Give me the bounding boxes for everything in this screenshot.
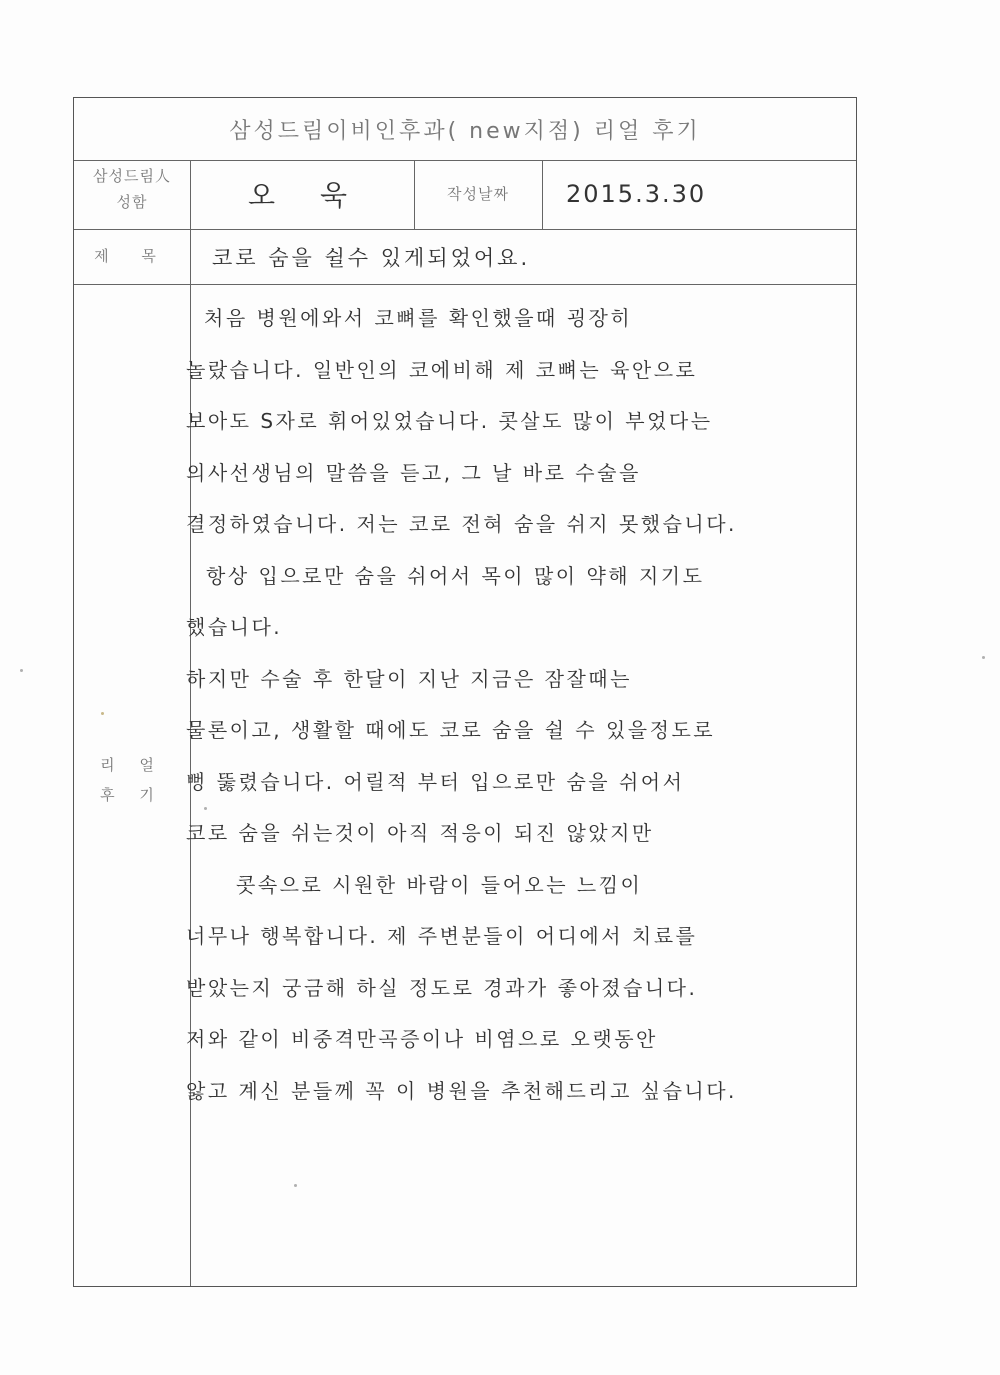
body-line: 물론이고, 생활할 때에도 코로 숨을 쉴 수 있을정도로 <box>186 718 716 742</box>
body-line: 놀랐습니다. 일반인의 코에비해 제 코뼈는 육안으로 <box>186 357 698 382</box>
body-line: 너무나 행복합니다. 제 주변분들이 어디에서 치료를 <box>186 924 698 948</box>
body-line: 의사선생님의 말씀을 듣고, 그 날 바로 수술을 <box>186 460 641 485</box>
body-line: 결정하였습니다. 저는 코로 전혀 숨을 쉬지 못했습니다. <box>186 512 737 536</box>
subject-value: 코로 숨을 쉴수 있게되었어요. <box>212 245 531 270</box>
scan-speck <box>20 669 23 672</box>
review-body <box>186 293 851 1117</box>
body-line: 받았는지 궁금해 하실 정도로 경과가 좋아졌습니다. <box>186 975 698 1000</box>
scan-speck <box>294 1184 297 1187</box>
body-line: 했습니다. <box>186 615 283 639</box>
body-line: 코로 숨을 쉬는것이 아직 적응이 되진 않았지만 <box>186 821 654 845</box>
body-line: 앓고 계신 분들께 꼭 이 병원을 추천해드리고 싶습니다. <box>186 1078 737 1103</box>
date-label: 작성날짜 <box>447 184 509 203</box>
review-form <box>73 97 857 1287</box>
body-line: 콧속으로 시원한 바람이 들어오는 느낌이 <box>236 872 643 897</box>
body-line: 저와 같이 비중격만곡증이나 비염으로 오랫동안 <box>186 1027 658 1051</box>
body-line: 하지만 수술 후 한달이 지난 지금은 잠잘때는 <box>186 666 632 691</box>
name-value: 오 욱 <box>248 179 365 212</box>
name-label <box>74 164 190 215</box>
rule-under-subject <box>74 284 856 285</box>
body-line: 보아도 S자로 휘어있었습니다. 콧살도 많이 부었다는 <box>186 409 713 433</box>
review-label-line-2: 후 기 <box>100 786 164 804</box>
body-line: 항상 입으로만 숨을 쉬어서 목이 많이 약해 지기도 <box>206 563 705 588</box>
body-line: 처음 병원에와서 코뼈를 확인했을때 굉장히 <box>204 306 633 330</box>
subject-label: 제 목 <box>94 246 170 265</box>
review-label-line-1: 리 얼 <box>100 756 164 774</box>
scan-speck <box>204 807 207 810</box>
date-value: 2015.3.30 <box>566 180 707 208</box>
name-label-line-2: 성함 <box>116 192 148 211</box>
form-title: 삼성드림이비인후과( new지점) 리얼 후기 <box>229 118 701 144</box>
name-label-line-1: 삼성드림人 <box>93 167 171 185</box>
review-label <box>74 750 190 810</box>
scan-speck <box>101 712 104 715</box>
body-line: 뻥 뚫렸습니다. 어릴적 부터 입으로만 숨을 쉬어서 <box>186 769 685 794</box>
scan-speck <box>982 656 985 659</box>
